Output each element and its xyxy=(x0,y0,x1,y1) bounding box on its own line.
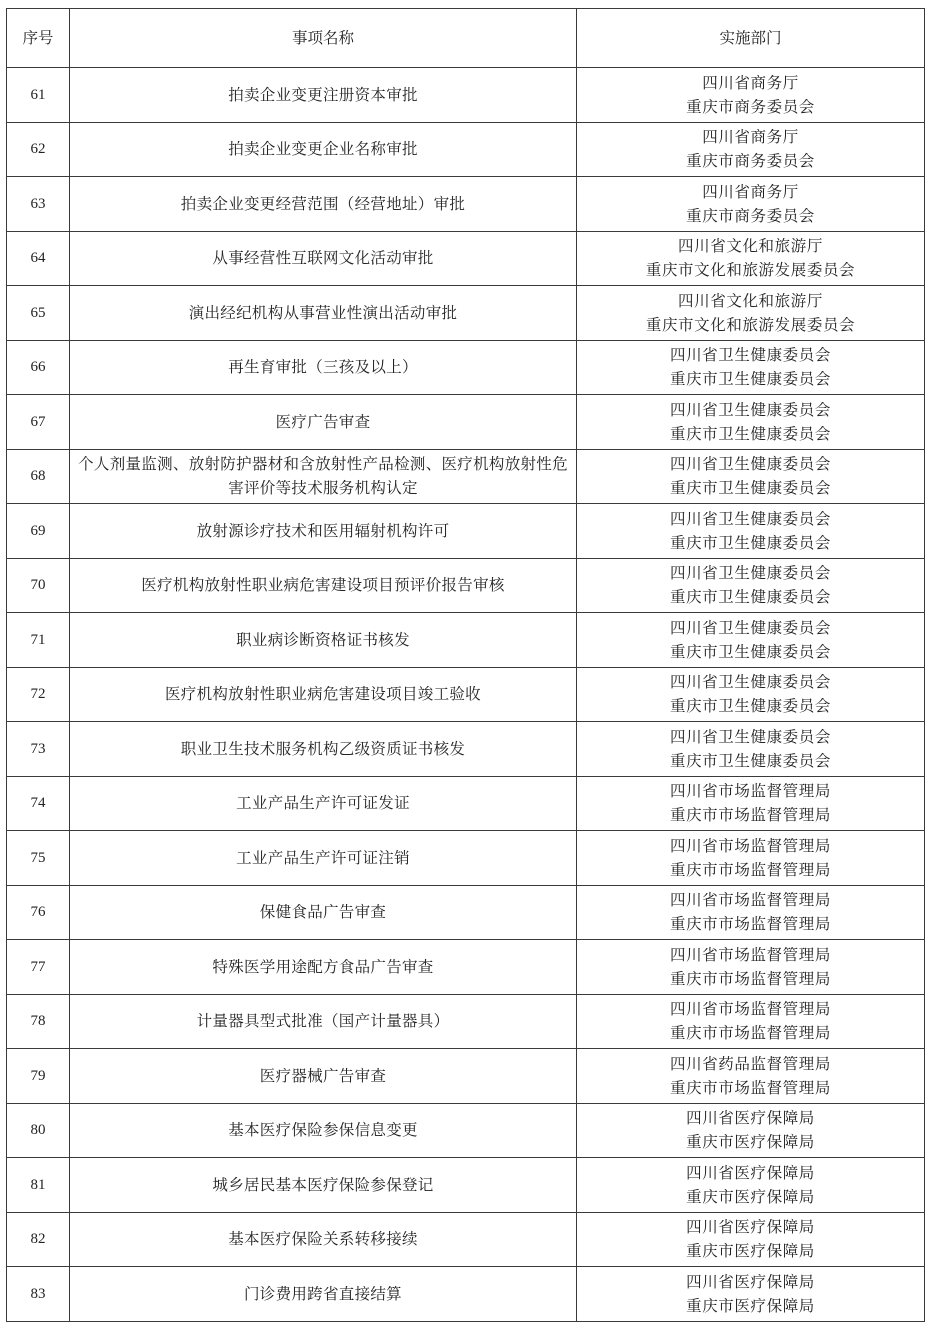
department-chongqing: 重庆市卫生健康委员会 xyxy=(669,751,831,770)
row-item-name: 城乡居民基本医疗保险参保登记 xyxy=(70,1158,577,1213)
table-row xyxy=(7,449,925,504)
department-sichuan: 四川省卫生健康委员会 xyxy=(669,727,831,746)
row-item-name: 再生育审批（三孩及以上） xyxy=(70,340,577,395)
department-sichuan: 四川省医疗保障局 xyxy=(686,1218,815,1237)
department-sichuan: 四川省文化和旅游厅 xyxy=(678,291,823,310)
row-department xyxy=(577,831,925,886)
department-sichuan: 四川省市场监督管理局 xyxy=(669,891,831,910)
department-sichuan: 四川省市场监督管理局 xyxy=(669,836,831,855)
row-serial-number: 74 xyxy=(7,776,70,831)
table-row xyxy=(7,68,925,123)
table-row xyxy=(7,776,925,831)
department-chongqing: 重庆市卫生健康委员会 xyxy=(669,642,831,661)
row-item-name: 拍卖企业变更经营范围（经营地址）审批 xyxy=(70,177,577,232)
row-serial-number: 70 xyxy=(7,558,70,613)
department-chongqing: 重庆市文化和旅游发展委员会 xyxy=(645,261,856,280)
row-department xyxy=(577,558,925,613)
department-sichuan: 四川省卫生健康委员会 xyxy=(669,509,831,528)
row-serial-number: 83 xyxy=(7,1267,70,1322)
department-chongqing: 重庆市卫生健康委员会 xyxy=(669,424,831,443)
department-chongqing: 重庆市医疗保障局 xyxy=(686,1187,815,1206)
table-row xyxy=(7,1158,925,1213)
table-row xyxy=(7,940,925,995)
department-sichuan: 四川省卫生健康委员会 xyxy=(669,346,831,365)
row-item-name: 门诊费用跨省直接结算 xyxy=(70,1267,577,1322)
row-serial-number: 75 xyxy=(7,831,70,886)
row-department xyxy=(577,231,925,286)
department-sichuan: 四川省卫生健康委员会 xyxy=(669,455,831,474)
row-department xyxy=(577,1103,925,1158)
row-item-name: 基本医疗保险参保信息变更 xyxy=(70,1103,577,1158)
row-department xyxy=(577,994,925,1049)
department-sichuan: 四川省商务厅 xyxy=(702,128,799,147)
row-serial-number: 72 xyxy=(7,667,70,722)
row-item-name: 基本医疗保险关系转移接续 xyxy=(70,1212,577,1267)
department-sichuan: 四川省医疗保障局 xyxy=(686,1109,815,1128)
row-item-name: 工业产品生产许可证注销 xyxy=(70,831,577,886)
row-department xyxy=(577,885,925,940)
row-item-name: 医疗器械广告审查 xyxy=(70,1049,577,1104)
row-item-name: 工业产品生产许可证发证 xyxy=(70,776,577,831)
row-item-name: 拍卖企业变更注册资本审批 xyxy=(70,68,577,123)
department-sichuan: 四川省卫生健康委员会 xyxy=(669,564,831,583)
row-department xyxy=(577,395,925,450)
row-item-name: 从事经营性互联网文化活动审批 xyxy=(70,231,577,286)
department-sichuan: 四川省卫生健康委员会 xyxy=(669,400,831,419)
row-serial-number: 66 xyxy=(7,340,70,395)
row-serial-number: 67 xyxy=(7,395,70,450)
department-chongqing: 重庆市卫生健康委员会 xyxy=(669,370,831,389)
department-sichuan: 四川省市场监督管理局 xyxy=(669,1000,831,1019)
row-department xyxy=(577,286,925,341)
table-row xyxy=(7,177,925,232)
department-sichuan: 四川省商务厅 xyxy=(702,73,799,92)
table-row xyxy=(7,286,925,341)
table-row xyxy=(7,885,925,940)
department-sichuan: 四川省文化和旅游厅 xyxy=(678,237,823,256)
items-table xyxy=(6,8,925,1322)
department-chongqing: 重庆市市场监督管理局 xyxy=(669,969,831,988)
row-serial-number: 61 xyxy=(7,68,70,123)
row-serial-number: 80 xyxy=(7,1103,70,1158)
row-item-name: 医疗机构放射性职业病危害建设项目竣工验收 xyxy=(70,667,577,722)
row-department xyxy=(577,940,925,995)
row-item-name: 放射源诊疗技术和医用辐射机构许可 xyxy=(70,504,577,559)
row-department xyxy=(577,1049,925,1104)
department-chongqing: 重庆市卫生健康委员会 xyxy=(669,588,831,607)
header-serial-number: 序号 xyxy=(7,9,70,68)
table-row xyxy=(7,613,925,668)
row-department xyxy=(577,340,925,395)
table-header xyxy=(7,9,925,68)
row-serial-number: 71 xyxy=(7,613,70,668)
table-row xyxy=(7,231,925,286)
department-sichuan: 四川省卫生健康委员会 xyxy=(669,618,831,637)
table-row xyxy=(7,1049,925,1104)
department-chongqing: 重庆市卫生健康委员会 xyxy=(669,533,831,552)
table-row xyxy=(7,340,925,395)
row-serial-number: 64 xyxy=(7,231,70,286)
department-chongqing: 重庆市市场监督管理局 xyxy=(669,915,831,934)
department-chongqing: 重庆市医疗保障局 xyxy=(686,1133,815,1152)
department-sichuan: 四川省医疗保障局 xyxy=(686,1272,815,1291)
table-row xyxy=(7,122,925,177)
row-serial-number: 77 xyxy=(7,940,70,995)
row-department xyxy=(577,1267,925,1322)
department-sichuan: 四川省药品监督管理局 xyxy=(669,1054,831,1073)
header-item-name: 事项名称 xyxy=(70,9,577,68)
table-row xyxy=(7,994,925,1049)
row-department xyxy=(577,449,925,504)
table-row xyxy=(7,831,925,886)
row-department xyxy=(577,1158,925,1213)
row-item-name: 医疗广告审查 xyxy=(70,395,577,450)
row-serial-number: 79 xyxy=(7,1049,70,1104)
row-serial-number: 69 xyxy=(7,504,70,559)
row-item-name: 医疗机构放射性职业病危害建设项目预评价报告审核 xyxy=(70,558,577,613)
row-department xyxy=(577,667,925,722)
table-row xyxy=(7,558,925,613)
row-serial-number: 78 xyxy=(7,994,70,1049)
row-item-name: 演出经纪机构从事营业性演出活动审批 xyxy=(70,286,577,341)
row-department xyxy=(577,504,925,559)
department-chongqing: 重庆市医疗保障局 xyxy=(686,1296,815,1315)
department-sichuan: 四川省商务厅 xyxy=(702,182,799,201)
row-item-name: 拍卖企业变更企业名称审批 xyxy=(70,122,577,177)
row-item-name: 计量器具型式批准（国产计量器具） xyxy=(70,994,577,1049)
row-serial-number: 82 xyxy=(7,1212,70,1267)
row-item-name: 特殊医学用途配方食品广告审查 xyxy=(70,940,577,995)
row-item-name: 职业卫生技术服务机构乙级资质证书核发 xyxy=(70,722,577,777)
department-sichuan: 四川省医疗保障局 xyxy=(686,1163,815,1182)
row-department xyxy=(577,776,925,831)
department-chongqing: 重庆市市场监督管理局 xyxy=(669,1078,831,1097)
row-item-name: 个人剂量监测、放射防护器材和含放射性产品检测、医疗机构放射性危害评价等技术服务机构认定 xyxy=(70,449,577,504)
row-item-name: 保健食品广告审查 xyxy=(70,885,577,940)
row-department xyxy=(577,722,925,777)
department-chongqing: 重庆市商务委员会 xyxy=(686,97,815,116)
table-row xyxy=(7,395,925,450)
row-serial-number: 65 xyxy=(7,286,70,341)
department-sichuan: 四川省市场监督管理局 xyxy=(669,782,831,801)
table-row xyxy=(7,1267,925,1322)
department-chongqing: 重庆市市场监督管理局 xyxy=(669,860,831,879)
header-row xyxy=(7,9,925,68)
department-sichuan: 四川省市场监督管理局 xyxy=(669,945,831,964)
department-sichuan: 四川省卫生健康委员会 xyxy=(669,673,831,692)
row-serial-number: 73 xyxy=(7,722,70,777)
table-row xyxy=(7,1103,925,1158)
row-department xyxy=(577,122,925,177)
department-chongqing: 重庆市市场监督管理局 xyxy=(669,806,831,825)
row-department xyxy=(577,613,925,668)
header-department: 实施部门 xyxy=(577,9,925,68)
table-row xyxy=(7,667,925,722)
row-department xyxy=(577,1212,925,1267)
department-chongqing: 重庆市医疗保障局 xyxy=(686,1242,815,1261)
row-item-name: 职业病诊断资格证书核发 xyxy=(70,613,577,668)
department-chongqing: 重庆市商务委员会 xyxy=(686,152,815,171)
department-chongqing: 重庆市商务委员会 xyxy=(686,206,815,225)
row-serial-number: 81 xyxy=(7,1158,70,1213)
row-department xyxy=(577,177,925,232)
row-serial-number: 63 xyxy=(7,177,70,232)
table-body xyxy=(7,68,925,1322)
department-chongqing: 重庆市市场监督管理局 xyxy=(669,1024,831,1043)
department-chongqing: 重庆市卫生健康委员会 xyxy=(669,697,831,716)
department-chongqing: 重庆市文化和旅游发展委员会 xyxy=(645,315,856,334)
table-row xyxy=(7,722,925,777)
department-chongqing: 重庆市卫生健康委员会 xyxy=(669,479,831,498)
row-serial-number: 68 xyxy=(7,449,70,504)
table-row xyxy=(7,504,925,559)
row-serial-number: 62 xyxy=(7,122,70,177)
table-row xyxy=(7,1212,925,1267)
row-serial-number: 76 xyxy=(7,885,70,940)
row-department xyxy=(577,68,925,123)
